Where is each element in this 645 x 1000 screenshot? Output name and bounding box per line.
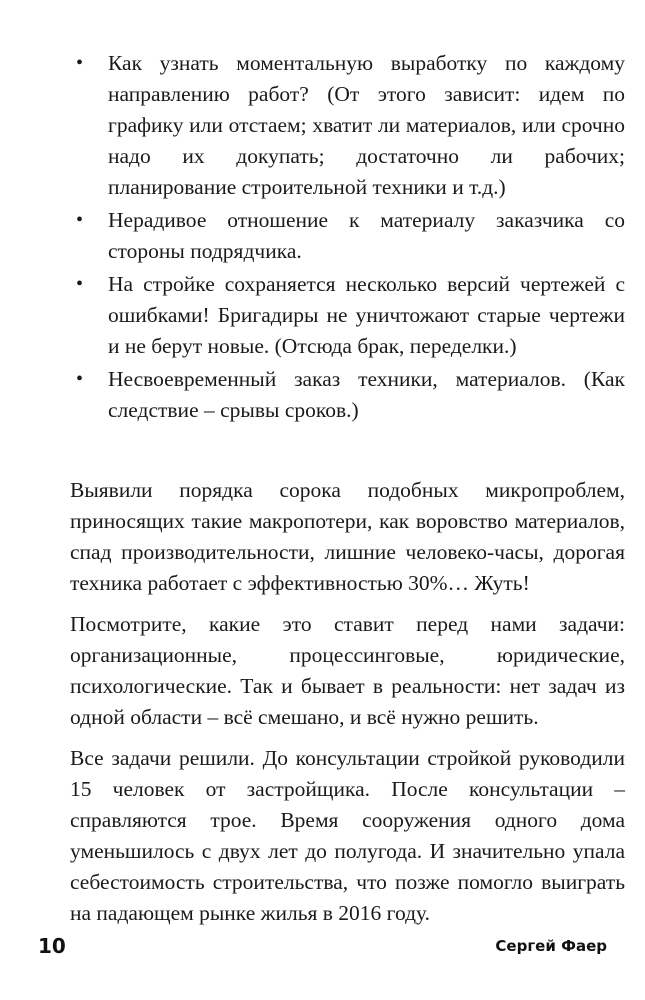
page-footer	[38, 930, 607, 962]
paragraph: Все задачи решили. До консультации стройкой руководили 15 человек от застройщика. После консультации – справляются трое. Время сооружения одного дома уменьшилось с двух лет до полугода. И значительно упала себестоимость строительства, что позже помогло выиграть на падающем рынке жилья в 2016 году.	[70, 746, 625, 925]
bullet-text: На стройке сохраняется несколько версий чертежей с ошибками! Бригадиры не уничтожают старые чертежи и не берут новые. (Отсюда брак, переделки.)	[108, 272, 625, 358]
bullet-item	[70, 364, 625, 426]
paragraph: Посмотрите, какие это ставит перед нами задачи: организационные, процессинговые, юридические, психологические. Так и бывает в реальности: нет задач из одной области – всё смешано, и всё нужно решить.	[70, 612, 625, 729]
bullet-marker: •	[76, 52, 84, 74]
bullet-text: Несвоевременный заказ техники, материалов. (Как следствие – срывы сроков.)	[108, 367, 625, 422]
body-text	[70, 475, 625, 939]
bullet-text: Как узнать моментальную выработку по каждому направлению работ? (От этого зависит: идем по графику или отстаем; хватит ли материалов, или срочно надо их докупать; достаточно ли рабочих; планирование строительной техники и т.д.)	[108, 51, 625, 199]
bullet-item	[70, 205, 625, 267]
bullet-marker: •	[76, 368, 84, 390]
bullet-marker: •	[76, 209, 84, 231]
paragraph: Выявили порядка сорока подобных микропроблем, приносящих такие макропотери, как воровство материалов, спад производительности, лишние человеко-часы, дорогая техника работает с эффективностью 30%… Жуть!	[70, 478, 625, 595]
page-number: 10	[38, 934, 66, 958]
bullet-item	[70, 48, 625, 203]
bullet-marker: •	[76, 273, 84, 295]
running-author: Сергей Фаер	[495, 937, 607, 955]
bullet-item	[70, 269, 625, 362]
bullet-text: Нерадивое отношение к материалу заказчика со стороны подрядчика.	[108, 208, 625, 263]
bullet-list	[70, 48, 625, 428]
